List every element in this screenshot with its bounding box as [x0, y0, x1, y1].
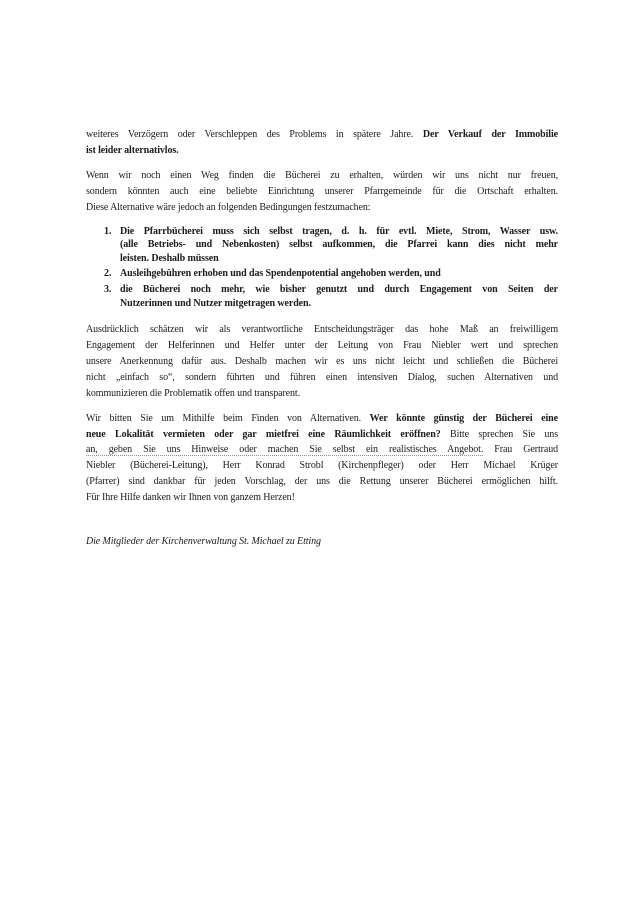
text-line [86, 411, 558, 427]
text-run: (Pfarrer) sind dankbar für jeden Vorschlag, der uns die Rettung unserer Bücherei ermöglichen hilft. [86, 476, 558, 488]
text-run: (alle Betriebs- und Nebenkosten) selbst aufkommen, die Pfarrei kann dies nicht mehr [120, 239, 558, 251]
text-run: kommunizieren die Problematik offen und transparent. [86, 387, 300, 399]
text-line [86, 200, 558, 216]
text-line [86, 354, 558, 370]
text-line [120, 225, 558, 239]
text-line [120, 252, 558, 266]
list-item-number: 3. [104, 283, 112, 295]
text-run: Wer könnte günstig der Bücherei eine [369, 412, 558, 424]
text-run: neue Lokalität vermieten oder gar mietfrei eine Räumlichkeit eröffnen? [86, 428, 441, 440]
text-run: Ausleihgebühren erhoben und das Spendenpotential angehoben werden, und [120, 268, 441, 280]
conditions-numbered-list [86, 225, 558, 311]
text-run: Diese Alternative wäre jedoch an folgenden Bedingungen festzumachen: [86, 201, 371, 213]
text-line [120, 283, 558, 297]
list-item-text [120, 283, 558, 310]
text-run: Wenn wir noch einen Weg finden die Bücherei zu erhalten, würden wir uns nicht nur freuen, [86, 169, 558, 181]
text-run: Ausdrücklich schätzen wir als verantwortliche Entscheidungsträger das hohe Maß an freiwilligem [86, 324, 558, 336]
text-run: nicht „einfach so“, sondern führten und führen einen intensiven Dialog, suchen Alternativen und [86, 371, 558, 383]
list-item-text [120, 225, 558, 266]
list-item-text [120, 267, 558, 281]
text-run: Wir bitten Sie um Mithilfe beim Finden von Alternativen. [86, 412, 370, 424]
text-run: Niebler (Bücherei-Leitung), Herr Konrad Strobl (Kirchenpfleger) oder Herr Michael Krüger [86, 460, 558, 472]
list-item [86, 225, 558, 266]
text-run: Bitte sprechen Sie uns [440, 428, 558, 440]
text-run: Nutzerinnen und Nutzer mitgetragen werden. [120, 297, 311, 309]
text-line [86, 322, 558, 338]
text-run: Der Verkauf der Immobilie [422, 129, 558, 140]
text-run: leisten. Deshalb müssen [120, 252, 219, 264]
paragraph-alternative-conditions [86, 168, 558, 216]
paragraph-sale-unavoidable [86, 127, 558, 159]
list-item-number: 1. [104, 225, 112, 237]
text-line [86, 143, 558, 159]
text-line [86, 184, 558, 200]
text-line [86, 386, 558, 402]
text-line [120, 267, 558, 281]
text-line [86, 127, 558, 143]
list-item [86, 267, 558, 281]
text-line [86, 474, 558, 490]
paragraph-call-for-help [86, 411, 558, 506]
list-item-number: 2. [104, 268, 112, 280]
text-line [86, 458, 558, 474]
text-run: Die Pfarrbücherei muss sich selbst tragen, d. h. für evtl. Miete, Strom, Wasser usw. [120, 225, 558, 237]
text-line [86, 427, 558, 443]
text-line [86, 168, 558, 184]
text-run: ist leider alternativlos. [86, 144, 179, 156]
text-line [86, 442, 558, 458]
text-line [86, 338, 558, 354]
text-line [86, 370, 558, 386]
text-run: unsere Anerkennung dafür aus. Deshalb machen wir es uns nicht leicht und schließen die Bücherei [86, 355, 558, 367]
text-run: Engagement der Helferinnen und Helfer unter der Leitung von Frau Niebler wert und sprechen [86, 340, 558, 351]
list-item [86, 283, 558, 310]
text-run: Die Mitglieder der Kirchenverwaltung St. Michael zu Etting [86, 536, 321, 548]
letter-body [86, 127, 558, 550]
text-line [120, 238, 558, 252]
text-line [120, 297, 558, 311]
text-run: Für Ihre Hilfe danken wir Ihnen von ganzem Herzen! [86, 492, 295, 504]
text-run: weiteres Verzögern oder Verschleppen des Problems in spätere Jahre. [86, 129, 423, 140]
underlined-text-run: an, geben Sie uns Hinweise oder machen Sie selbst ein realistisches Angebot. [86, 444, 484, 456]
text-run: sondern könnten auch eine beliebte Einrichtung unserer Pfarrgemeinde für die Ortschaft erhalten. [86, 185, 558, 197]
signature-line [86, 534, 558, 550]
paragraph-appreciation [86, 322, 558, 402]
text-line [86, 534, 558, 550]
text-run: die Bücherei noch mehr, wie bisher genutzt und durch Engagement von Seiten der [120, 283, 558, 295]
text-line [86, 490, 558, 506]
text-run: Frau Gertraud [483, 444, 558, 456]
